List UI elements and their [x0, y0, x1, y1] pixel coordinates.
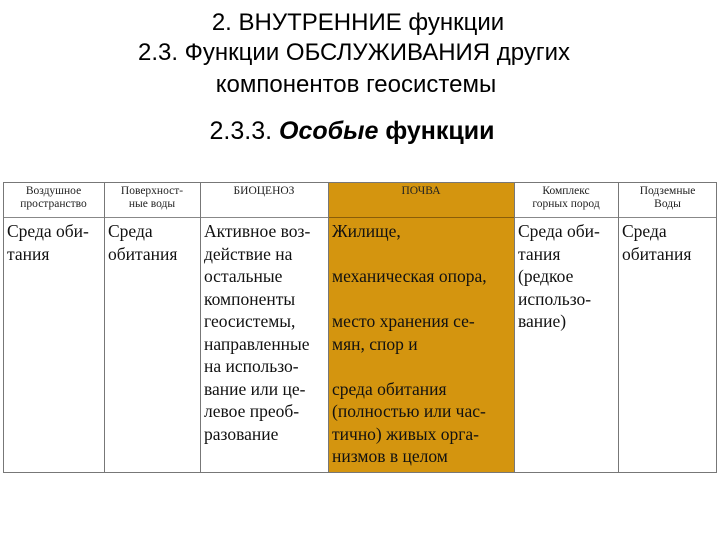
column-cell: Среда обитания	[108, 221, 178, 264]
column-header: Поверхност- ные воды	[104, 182, 200, 218]
column-divider	[716, 182, 717, 473]
column-header: Воздушное пространство	[3, 182, 104, 218]
column-divider	[104, 182, 105, 473]
functions-table	[3, 182, 717, 473]
subtitle-emphasis: Особые	[279, 117, 379, 145]
title-line-2: 2.3. Функции ОБСЛУЖИВАНИЯ других	[137, 39, 571, 66]
column-air	[3, 182, 104, 473]
subtitle-rest: функции	[385, 117, 495, 145]
title-line-3: компонентов геосистемы	[215, 71, 497, 98]
title-line-1: 2. ВНУТРЕННИЕ функции	[211, 9, 505, 36]
table-top-border	[3, 182, 717, 183]
column-surface-water	[104, 182, 200, 473]
column-divider	[3, 182, 4, 473]
column-soil	[328, 182, 514, 473]
column-divider	[328, 182, 329, 473]
column-cell: Активное воз- действие на остальные компоненты геосистемы, направленные на использо- вание или це- левое преоб- разование	[204, 221, 311, 444]
column-divider	[618, 182, 619, 473]
column-cell: Среда оби- тания	[7, 221, 89, 264]
column-cell: Жилище, механическая опора, место хранения се- мян, спор и среда обитания (полностью или час- тично) живых орга- низмов в целом	[332, 221, 487, 466]
column-cell: Среда обитания	[622, 221, 692, 264]
column-groundwater	[618, 182, 717, 473]
column-header: Подземные Воды	[618, 182, 717, 218]
column-divider	[514, 182, 515, 473]
column-header: ПОЧВА	[328, 182, 514, 218]
subtitle	[0, 116, 712, 146]
column-header: Комплекс горных пород	[514, 182, 618, 218]
column-biocenosis	[200, 182, 328, 473]
column-cell: Среда оби- тания (редкое использо- вание)	[518, 221, 600, 331]
column-divider	[200, 182, 201, 473]
column-rocks	[514, 182, 618, 473]
column-header: БИОЦЕНОЗ	[200, 182, 328, 218]
table-bottom-border	[3, 472, 717, 473]
subtitle-number: 2.3.3.	[209, 117, 273, 145]
